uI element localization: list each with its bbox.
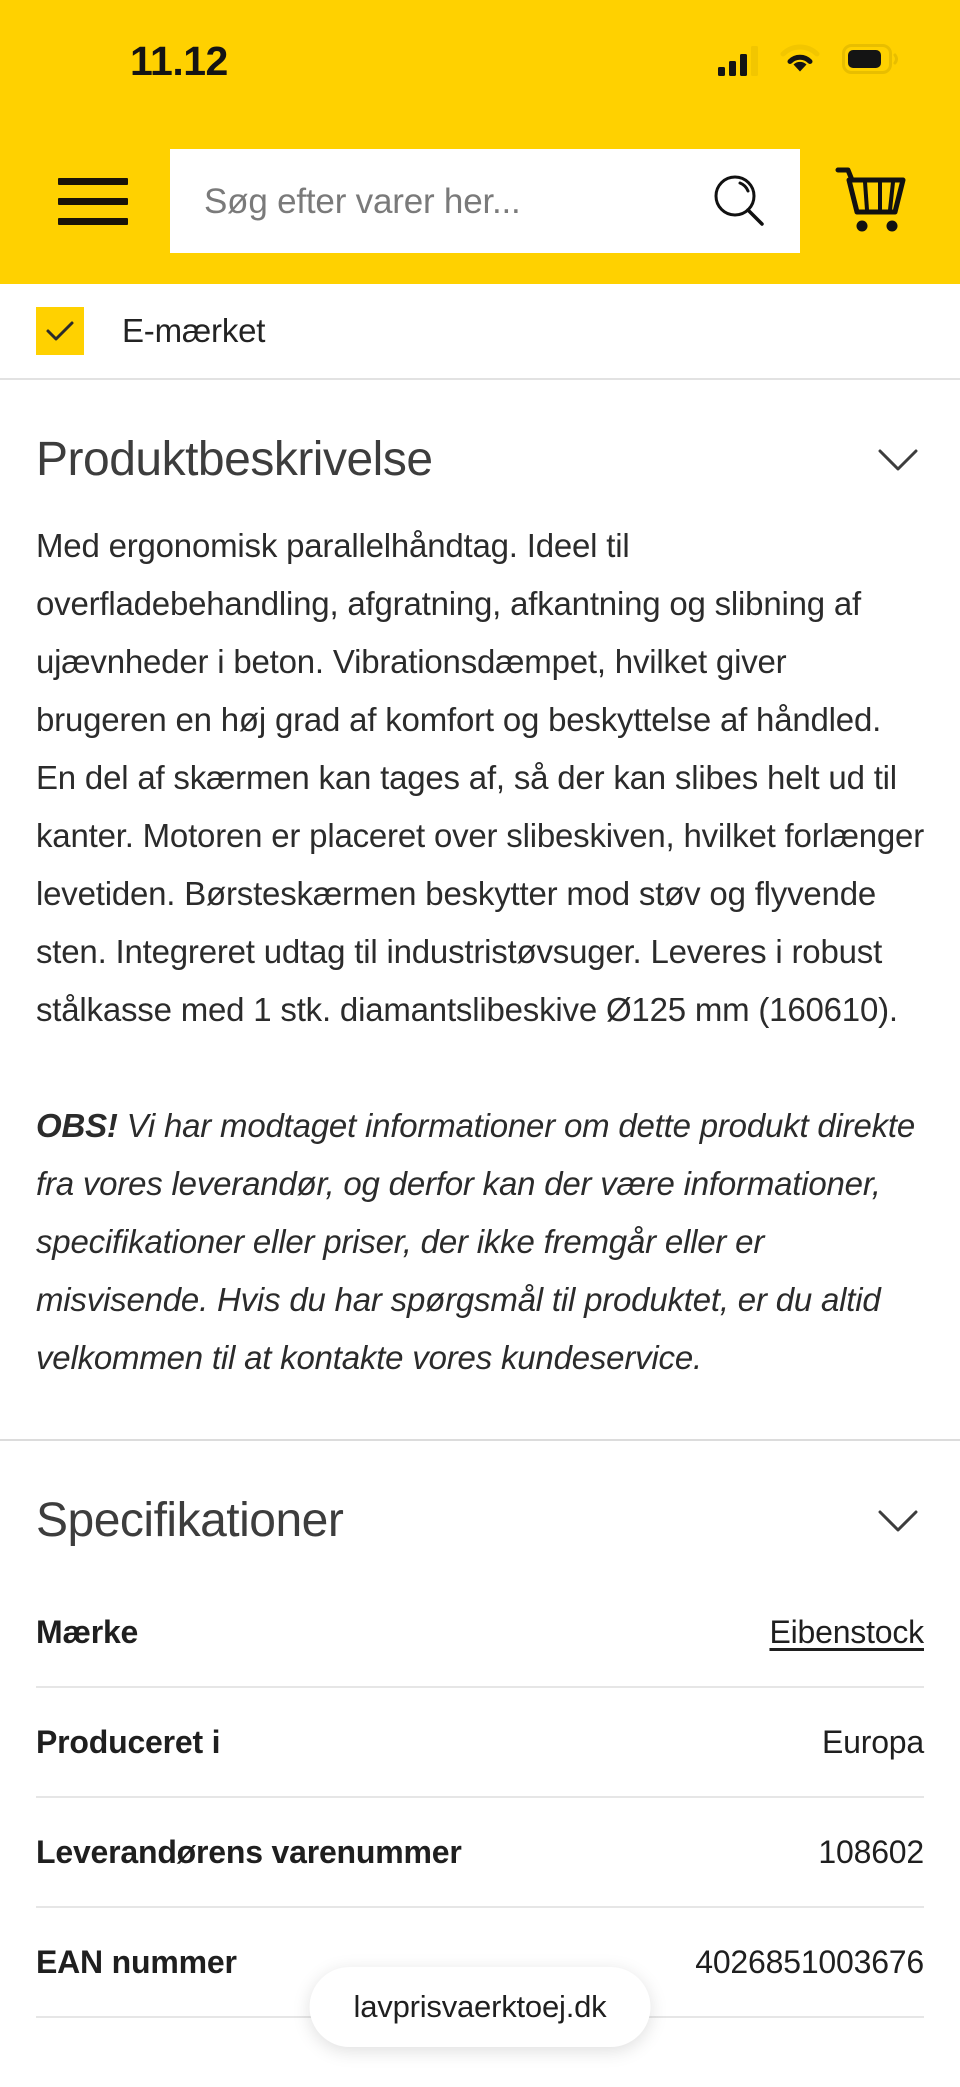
- notice-body: Vi har modtaget informationer om dette produkt direkte fra vores leverandør, og derfor kan der være informationer, specifikationer eller priser, der ikke fremgår eller er misvisende. Hvis du har spørgsmål til produktet, er du altid velkommen til at kontakte vores kundeservice.: [36, 1107, 916, 1376]
- status-bar: [0, 0, 960, 118]
- search-toolbar: [0, 118, 960, 284]
- shopping-cart-icon[interactable]: [828, 161, 912, 241]
- checkmark-icon: [36, 307, 84, 355]
- chevron-down-icon[interactable]: [872, 1495, 924, 1547]
- status-bar-icons: [718, 44, 898, 79]
- app-header: [0, 0, 960, 284]
- product-description-header[interactable]: [36, 380, 924, 517]
- site-domain-pill: lavprisvaerktoej.dk: [310, 1967, 651, 2047]
- specifications-header[interactable]: [36, 1441, 924, 1578]
- product-description-title: Produktbeskrivelse: [36, 433, 433, 486]
- spec-key: Leverandørens varenummer: [36, 1833, 462, 1870]
- spec-key: Produceret i: [36, 1723, 221, 1760]
- page-content: [0, 284, 960, 2018]
- product-description-notice: [36, 1049, 924, 1439]
- spec-value: 4026851003676: [695, 1943, 924, 1980]
- specifications-section: [0, 1441, 960, 2018]
- table-row: [36, 1688, 924, 1796]
- table-row: [36, 1578, 924, 1686]
- table-row: [36, 1798, 924, 1906]
- specifications-table: [36, 1578, 924, 2018]
- spec-key: Mærke: [36, 1613, 139, 1650]
- specifications-title: Specifikationer: [36, 1494, 344, 1547]
- chevron-down-icon[interactable]: [872, 434, 924, 486]
- battery-icon: [842, 44, 898, 79]
- spec-value: Europa: [822, 1723, 924, 1760]
- notice-prefix: OBS!: [36, 1107, 118, 1144]
- trust-badge-row: [0, 284, 960, 378]
- spec-key: EAN nummer: [36, 1943, 237, 1980]
- product-description-body: Med ergonomisk parallelhåndtag. Ideel til overfladebehandling, afgratning, afkantning og slibning af ujævnheder i beton. Vibrationsdæmpet, hvilket giver brugeren en høj grad af komfort og beskyttelse af håndled. En del af skærmen kan tages af, så der kan slibes helt ud til kanter. Motoren er placeret over slibeskiven, hvilket forlænger levetiden. Børsteskærmen beskytter mod støv og flyvende sten. Integreret udtag til industristøvsuger. Leveres i robust stålkasse med 1 stk. diamantslibeskive Ø125 mm (160610).: [36, 527, 924, 1028]
- trust-badge-label: E-mærket: [122, 312, 266, 349]
- status-bar-clock: 11.12: [130, 37, 228, 84]
- product-description-section: [0, 380, 960, 1439]
- search-input-placeholder: Søg efter varer her...: [204, 181, 521, 221]
- hamburger-menu-icon[interactable]: [58, 173, 130, 229]
- spec-value-brand-link[interactable]: Eibenstock: [769, 1613, 924, 1650]
- wifi-icon: [780, 44, 820, 79]
- cellular-signal-icon: [718, 46, 758, 76]
- search-icon[interactable]: [708, 170, 770, 232]
- spec-value: 108602: [818, 1833, 924, 1870]
- search-input[interactable]: [170, 149, 800, 253]
